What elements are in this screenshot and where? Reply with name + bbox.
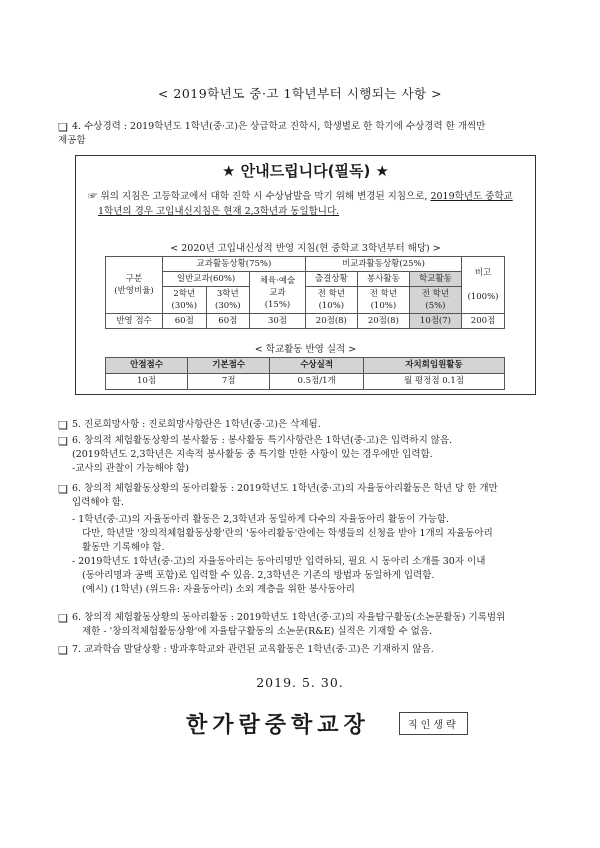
th-gubun: 구분 (반영비율): [106, 257, 163, 314]
item-research: [58, 611, 558, 639]
checkbox-bullet-icon: ❏: [58, 483, 68, 496]
th-general: 일반교과(60%): [163, 272, 250, 287]
th-safety: 안점점수: [106, 358, 188, 374]
checkbox-bullet-icon: ❏: [58, 644, 68, 657]
item-volunteer-line: -교사의 관찰이 가능해야 함): [72, 463, 189, 474]
cell-score: 20점(8): [357, 314, 409, 329]
item-career-label: 5. 진로희망사항 : 진로희망사항란은 1학년(중·고)은 삭제됨.: [72, 419, 321, 430]
th-all-school: 전 학년 (5%): [409, 287, 461, 314]
notice-box-title: ★ 안내드립니다(필독) ★: [222, 162, 389, 180]
item-club-line: 다만, 학년말 '창의적체험활동상황'란의 '동아리활동'란에는 학생들의 신청을 받아 1개의 자율동아리: [82, 528, 493, 539]
cell-score: 30점: [250, 314, 306, 329]
cell-score: 20점(8): [305, 314, 357, 329]
th-school: 학교활동: [409, 272, 461, 287]
item-club-line: - 1학년(중·고)의 자율동아리 활동은 2,3학년과 동일하게 다수의 자율동아리 활동이 가능함.: [72, 514, 450, 525]
th-arts: 체육·예술 교과 (15%): [250, 272, 306, 314]
item-awards-cont: 제공함: [58, 135, 86, 146]
notice-underline-2: 1학년의 경우 고입내신지침은 현재 2,3학년과 동일합니다.: [98, 206, 340, 217]
school-principal: 한가람중학교장: [186, 713, 370, 738]
th-all-attend: 전 학년 (10%): [305, 287, 357, 314]
row-label: 반영 점수: [106, 314, 163, 329]
item-club-line: - 2019학년도 1학년(중·고)의 자율동아리는 동아리명만 입력하되, 필요 시 동아리 소개를 30자 이내: [72, 556, 486, 567]
notice-box: [75, 155, 536, 395]
th-g2: 2학년 (30%): [163, 287, 207, 314]
cell-value: 월 평정점 0.1점: [364, 374, 505, 390]
th-bigo: 비고 (100%): [462, 257, 505, 314]
table1-caption: < 2020년 고입내신성적 반영 지침(현 중학교 3학년부터 해당) >: [170, 243, 441, 254]
cell-score: 200점: [462, 314, 505, 329]
item-club-line: 활동만 기록해야 함.: [82, 542, 165, 553]
item-learning-label: 7. 교과학습 발달상황 : 방과후학교와 관련된 교육활동은 1학년(중·고)은 기재하지 않음.: [72, 644, 434, 655]
item-club-line: (동아리명과 공백 포함)로 입력할 수 있음. 2,3학년은 기존의 방법과 동일하게 입력함.: [82, 570, 435, 581]
item-club-label: 6. 창의적 체험활동상황의 동아리활동 : 2019학년도 1학년(중·고)의 자율동아리활동은 학년 당 한 개만: [72, 483, 498, 494]
page-title: < 2019학년도 중·고 1학년부터 시행되는 사항 >: [157, 86, 443, 101]
checkbox-bullet-icon: ❏: [58, 612, 68, 625]
item-volunteer: [58, 434, 558, 476]
th-subject: 교과활동상황(75%): [163, 257, 306, 272]
notice-prefix: ☞ 위의 지침은 고등학교에서 대학 진학 시 수상남발을 막기 위해 변경된 지침으로,: [88, 191, 431, 202]
th-council: 자치회임원활동: [364, 358, 505, 374]
cell-score: 60점: [206, 314, 250, 329]
item-club-line: 입력해야 함.: [72, 497, 124, 508]
item-volunteer-label: 6. 창의적 체험활동상황의 봉사활동 : 봉사활동 특기사항란은 1학년(중·고)은 입력하지 않음.: [72, 435, 453, 446]
seal-omitted: 직인생략: [399, 712, 468, 735]
table2-caption: < 학교활동 반영 실적 >: [254, 344, 357, 355]
item-career: [58, 418, 558, 432]
th-awards: 수상실적: [270, 358, 364, 374]
item-club: [58, 482, 558, 597]
cell-value: 10점: [106, 374, 188, 390]
checkbox-bullet-icon: ❏: [58, 419, 68, 432]
cell-value: 0.5점/1개: [270, 374, 364, 390]
th-attend: 출결상황: [305, 272, 357, 287]
item-volunteer-line: (2019학년도 2,3학년은 지속적 봉사활동 중 특기할 만한 사항이 있는 경우에만 입력함.: [72, 449, 433, 460]
notice-underline-1: 2019학년도 중학교: [430, 191, 513, 202]
checkbox-bullet-icon: ❏: [58, 121, 68, 134]
cell-score: 60점: [163, 314, 207, 329]
table-row: [106, 374, 505, 390]
th-nonsubject: 비교과활동상황(25%): [305, 257, 461, 272]
th-all-volunteer: 전 학년 (10%): [357, 287, 409, 314]
cell-score: 10점(7): [409, 314, 461, 329]
th-g3: 3학년 (30%): [206, 287, 250, 314]
cell-value: 7점: [188, 374, 270, 390]
issue-date: 2019. 5. 30.: [256, 675, 344, 690]
th-base: 기본점수: [188, 358, 270, 374]
checkbox-bullet-icon: ❏: [58, 435, 68, 448]
item-awards-label: 4. 수상경력 : 2019학년도 1학년(중·고)은 상급학교 진학시, 학생별로 한 학기에 수상경력 한 개씩만: [72, 121, 486, 132]
item-awards: [58, 120, 558, 148]
th-volunteer: 봉사활동: [357, 272, 409, 287]
item-learning: [58, 643, 558, 657]
item-research-label: 6. 창의적 체험활동상황의 동아리활동 : 2019학년도 1학년(중·고)의 자율탐구활동(소논문활동) 기록범위: [72, 612, 506, 623]
grade-reflection-table: [105, 256, 505, 329]
notice-text: [88, 189, 528, 219]
item-club-line: (예시) (1학년) (위드유: 자율동아리) 소외 계층을 위한 봉사동아리: [82, 584, 355, 595]
table-row: [106, 314, 505, 329]
school-activity-table: [105, 357, 505, 390]
item-research-line: 제한 - '창의적체험활동상황'에 자율탐구활동의 소논문(R&E) 실적은 기재할 수 없음.: [82, 626, 433, 637]
